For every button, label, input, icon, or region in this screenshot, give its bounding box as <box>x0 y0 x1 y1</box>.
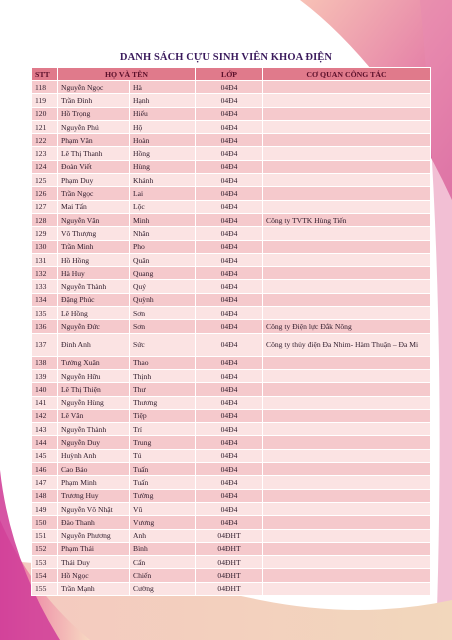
cell-stt: 131 <box>32 253 58 266</box>
table-row <box>32 356 431 369</box>
cell-family-name: Mai Tấn <box>58 200 130 213</box>
cell-given-name: Cẩn <box>130 556 196 569</box>
cell-family-name: Lê Văn <box>58 409 130 422</box>
cell-workplace <box>263 423 431 436</box>
cell-given-name: Hiếu <box>130 107 196 120</box>
cell-family-name: Lê Thị Thiện <box>58 383 130 396</box>
cell-stt: 145 <box>32 449 58 462</box>
cell-family-name: Hà Huy <box>58 267 130 280</box>
cell-class: 04Đ4 <box>196 449 263 462</box>
table-row <box>32 94 431 107</box>
cell-class: 04ĐHT <box>196 556 263 569</box>
cell-class: 04Đ4 <box>196 81 263 94</box>
cell-class: 04Đ4 <box>196 396 263 409</box>
cell-workplace <box>263 502 431 515</box>
cell-family-name: Phạm Minh <box>58 476 130 489</box>
cell-given-name: Hoàn <box>130 134 196 147</box>
cell-family-name: Lê Thị Thanh <box>58 147 130 160</box>
cell-class: 04Đ4 <box>196 320 263 333</box>
cell-class: 04Đ4 <box>196 333 263 356</box>
cell-workplace <box>263 174 431 187</box>
cell-given-name: Trí <box>130 423 196 436</box>
cell-class: 04Đ4 <box>196 436 263 449</box>
cell-given-name: Vũ <box>130 502 196 515</box>
cell-given-name: Hồng <box>130 147 196 160</box>
cell-family-name: Nguyễn Phương <box>58 529 130 542</box>
table-row <box>32 409 431 422</box>
cell-stt: 146 <box>32 463 58 476</box>
cell-given-name: Bình <box>130 542 196 555</box>
cell-family-name: Trần Đình <box>58 94 130 107</box>
cell-class: 04Đ4 <box>196 280 263 293</box>
cell-workplace <box>263 147 431 160</box>
cell-given-name: Tiệp <box>130 409 196 422</box>
cell-given-name: Cường <box>130 582 196 595</box>
cell-stt: 127 <box>32 200 58 213</box>
cell-given-name: Thư <box>130 383 196 396</box>
cell-workplace <box>263 253 431 266</box>
cell-given-name: Quân <box>130 253 196 266</box>
cell-workplace <box>263 463 431 476</box>
cell-workplace <box>263 107 431 120</box>
cell-workplace <box>263 369 431 382</box>
cell-family-name: Phạm Duy <box>58 174 130 187</box>
cell-class: 04Đ4 <box>196 489 263 502</box>
table-row <box>32 147 431 160</box>
table-row <box>32 120 431 133</box>
cell-workplace: Công ty thủy điện Đa Nhim- Hàm Thuận – Đa Mi <box>263 333 431 356</box>
cell-family-name: Phạm Văn <box>58 134 130 147</box>
cell-given-name: Lai <box>130 187 196 200</box>
cell-class: 04Đ4 <box>196 200 263 213</box>
cell-workplace <box>263 529 431 542</box>
cell-family-name: Phạm Thái <box>58 542 130 555</box>
cell-stt: 152 <box>32 542 58 555</box>
cell-given-name: Hùng <box>130 160 196 173</box>
table-row <box>32 516 431 529</box>
cell-stt: 147 <box>32 476 58 489</box>
cell-stt: 138 <box>32 356 58 369</box>
table-row <box>32 529 431 542</box>
cell-stt: 144 <box>32 436 58 449</box>
column-header-stt: STT <box>32 68 58 81</box>
cell-class: 04Đ4 <box>196 409 263 422</box>
cell-workplace <box>263 449 431 462</box>
cell-family-name: Đào Thanh <box>58 516 130 529</box>
cell-class: 04Đ4 <box>196 134 263 147</box>
table-row <box>32 320 431 333</box>
cell-family-name: Võ Thượng <box>58 227 130 240</box>
cell-class: 04Đ4 <box>196 160 263 173</box>
cell-stt: 130 <box>32 240 58 253</box>
cell-workplace <box>263 120 431 133</box>
cell-class: 04Đ4 <box>196 356 263 369</box>
cell-workplace <box>263 307 431 320</box>
cell-family-name: Tưởng Xuân <box>58 356 130 369</box>
cell-stt: 140 <box>32 383 58 396</box>
cell-given-name: Sơn <box>130 320 196 333</box>
cell-workplace <box>263 160 431 173</box>
cell-stt: 136 <box>32 320 58 333</box>
cell-family-name: Hồ Hồng <box>58 253 130 266</box>
cell-workplace: Công ty Điện lực Đắk Nông <box>263 320 431 333</box>
cell-given-name: Hộ <box>130 120 196 133</box>
table-row <box>32 227 431 240</box>
cell-stt: 133 <box>32 280 58 293</box>
cell-class: 04Đ4 <box>196 423 263 436</box>
cell-given-name: Hạnh <box>130 94 196 107</box>
cell-workplace <box>263 409 431 422</box>
cell-stt: 149 <box>32 502 58 515</box>
cell-family-name: Trần Minh <box>58 240 130 253</box>
cell-given-name: Thịnh <box>130 369 196 382</box>
cell-workplace <box>263 267 431 280</box>
table-row <box>32 174 431 187</box>
table-row <box>32 187 431 200</box>
cell-family-name: Nguyễn Văn <box>58 213 130 226</box>
table-row <box>32 476 431 489</box>
cell-given-name: Minh <box>130 213 196 226</box>
cell-given-name: Nhân <box>130 227 196 240</box>
table-row <box>32 502 431 515</box>
cell-class: 04Đ4 <box>196 240 263 253</box>
column-header-workplace: CƠ QUAN CÔNG TÁC <box>263 68 431 81</box>
cell-class: 04ĐHT <box>196 542 263 555</box>
cell-family-name: Nguyễn Ngọc <box>58 81 130 94</box>
cell-family-name: Đoàn Viết <box>58 160 130 173</box>
cell-workplace <box>263 356 431 369</box>
table-row <box>32 582 431 595</box>
cell-workplace <box>263 396 431 409</box>
cell-given-name: Thương <box>130 396 196 409</box>
cell-given-name: Anh <box>130 529 196 542</box>
cell-family-name: Huỳnh Anh <box>58 449 130 462</box>
table-row <box>32 107 431 120</box>
cell-stt: 123 <box>32 147 58 160</box>
table-row <box>32 200 431 213</box>
cell-class: 04ĐHT <box>196 529 263 542</box>
cell-workplace <box>263 240 431 253</box>
cell-family-name: Đặng Phúc <box>58 293 130 306</box>
cell-given-name: Tuấn <box>130 476 196 489</box>
cell-class: 04Đ4 <box>196 463 263 476</box>
cell-workplace <box>263 383 431 396</box>
cell-stt: 151 <box>32 529 58 542</box>
cell-workplace <box>263 556 431 569</box>
cell-given-name: Quỳnh <box>130 293 196 306</box>
table-row <box>32 569 431 582</box>
cell-class: 04Đ4 <box>196 174 263 187</box>
cell-family-name: Hồ Trọng <box>58 107 130 120</box>
cell-stt: 134 <box>32 293 58 306</box>
cell-stt: 150 <box>32 516 58 529</box>
cell-workplace <box>263 81 431 94</box>
table-row <box>32 253 431 266</box>
cell-class: 04Đ4 <box>196 94 263 107</box>
cell-class: 04Đ4 <box>196 516 263 529</box>
cell-class: 04Đ4 <box>196 213 263 226</box>
cell-stt: 128 <box>32 213 58 226</box>
cell-stt: 125 <box>32 174 58 187</box>
cell-workplace <box>263 436 431 449</box>
cell-workplace <box>263 187 431 200</box>
cell-class: 04Đ4 <box>196 227 263 240</box>
cell-given-name: Vương <box>130 516 196 529</box>
cell-class: 04Đ4 <box>196 187 263 200</box>
cell-given-name: Tường <box>130 489 196 502</box>
table-row <box>32 333 431 356</box>
table-row <box>32 293 431 306</box>
cell-workplace: Công ty TVTK Hùng Tiến <box>263 213 431 226</box>
cell-family-name: Nguyễn Võ Nhật <box>58 502 130 515</box>
cell-stt: 121 <box>32 120 58 133</box>
cell-stt: 120 <box>32 107 58 120</box>
cell-given-name: Quý <box>130 280 196 293</box>
table-row <box>32 240 431 253</box>
cell-family-name: Nguyễn Đức <box>58 320 130 333</box>
cell-workplace <box>263 582 431 595</box>
cell-stt: 154 <box>32 569 58 582</box>
column-header-class: LỚP <box>196 68 263 81</box>
column-header-name: HỌ VÀ TÊN <box>58 68 196 81</box>
cell-stt: 126 <box>32 187 58 200</box>
cell-class: 04Đ4 <box>196 369 263 382</box>
table-row <box>32 449 431 462</box>
cell-workplace <box>263 293 431 306</box>
table-row <box>32 160 431 173</box>
cell-class: 04Đ4 <box>196 267 263 280</box>
cell-family-name: Nguyễn Phú <box>58 120 130 133</box>
cell-family-name: Trương Huy <box>58 489 130 502</box>
table-row <box>32 307 431 320</box>
cell-stt: 142 <box>32 409 58 422</box>
cell-class: 04Đ4 <box>196 383 263 396</box>
cell-given-name: Tú <box>130 449 196 462</box>
cell-stt: 118 <box>32 81 58 94</box>
cell-stt: 148 <box>32 489 58 502</box>
cell-workplace <box>263 227 431 240</box>
page-title: DANH SÁCH CỰU SINH VIÊN KHOA ĐIỆN <box>119 52 333 63</box>
cell-given-name: Sơn <box>130 307 196 320</box>
table-row <box>32 369 431 382</box>
cell-stt: 119 <box>32 94 58 107</box>
cell-given-name: Khánh <box>130 174 196 187</box>
cell-stt: 141 <box>32 396 58 409</box>
cell-family-name: Hồ Ngọc <box>58 569 130 582</box>
table-row <box>32 267 431 280</box>
cell-given-name: Quang <box>130 267 196 280</box>
table-row <box>32 383 431 396</box>
cell-given-name: Pho <box>130 240 196 253</box>
cell-class: 04Đ4 <box>196 120 263 133</box>
table-row <box>32 556 431 569</box>
cell-workplace <box>263 569 431 582</box>
cell-family-name: Trần Ngọc <box>58 187 130 200</box>
table-header-row <box>32 68 431 81</box>
cell-family-name: Thái Duy <box>58 556 130 569</box>
cell-workplace <box>263 200 431 213</box>
cell-stt: 137 <box>32 333 58 356</box>
cell-workplace <box>263 516 431 529</box>
cell-family-name: Trần Mạnh <box>58 582 130 595</box>
table-row <box>32 436 431 449</box>
table-row <box>32 396 431 409</box>
cell-workplace <box>263 542 431 555</box>
cell-given-name: Trung <box>130 436 196 449</box>
cell-stt: 129 <box>32 227 58 240</box>
cell-stt: 139 <box>32 369 58 382</box>
cell-given-name: Thao <box>130 356 196 369</box>
cell-workplace <box>263 476 431 489</box>
cell-class: 04Đ4 <box>196 502 263 515</box>
cell-workplace <box>263 134 431 147</box>
cell-stt: 132 <box>32 267 58 280</box>
table-row <box>32 134 431 147</box>
cell-given-name: Chiến <box>130 569 196 582</box>
cell-workplace <box>263 94 431 107</box>
cell-given-name: Hà <box>130 81 196 94</box>
table-row <box>32 489 431 502</box>
alumni-table <box>31 67 431 596</box>
cell-family-name: Nguyễn Hùng <box>58 396 130 409</box>
table-row <box>32 213 431 226</box>
cell-class: 04Đ4 <box>196 147 263 160</box>
cell-workplace <box>263 280 431 293</box>
cell-class: 04ĐHT <box>196 582 263 595</box>
cell-given-name: Tuấn <box>130 463 196 476</box>
cell-given-name: Sức <box>130 333 196 356</box>
cell-class: 04Đ4 <box>196 293 263 306</box>
table-row <box>32 81 431 94</box>
table-row <box>32 280 431 293</box>
cell-stt: 155 <box>32 582 58 595</box>
table-row <box>32 542 431 555</box>
cell-family-name: Nguyễn Thành <box>58 423 130 436</box>
cell-stt: 135 <box>32 307 58 320</box>
table-row <box>32 423 431 436</box>
cell-stt: 124 <box>32 160 58 173</box>
cell-family-name: Cao Bảo <box>58 463 130 476</box>
cell-family-name: Lê Hồng <box>58 307 130 320</box>
cell-family-name: Đinh Anh <box>58 333 130 356</box>
cell-class: 04Đ4 <box>196 253 263 266</box>
cell-workplace <box>263 489 431 502</box>
cell-family-name: Nguyễn Thành <box>58 280 130 293</box>
cell-class: 04Đ4 <box>196 476 263 489</box>
cell-class: 04ĐHT <box>196 569 263 582</box>
cell-class: 04Đ4 <box>196 307 263 320</box>
table-row <box>32 463 431 476</box>
cell-family-name: Nguyễn Duy <box>58 436 130 449</box>
cell-given-name: Lộc <box>130 200 196 213</box>
cell-stt: 153 <box>32 556 58 569</box>
cell-stt: 122 <box>32 134 58 147</box>
cell-stt: 143 <box>32 423 58 436</box>
cell-class: 04Đ4 <box>196 107 263 120</box>
cell-family-name: Nguyễn Hữu <box>58 369 130 382</box>
